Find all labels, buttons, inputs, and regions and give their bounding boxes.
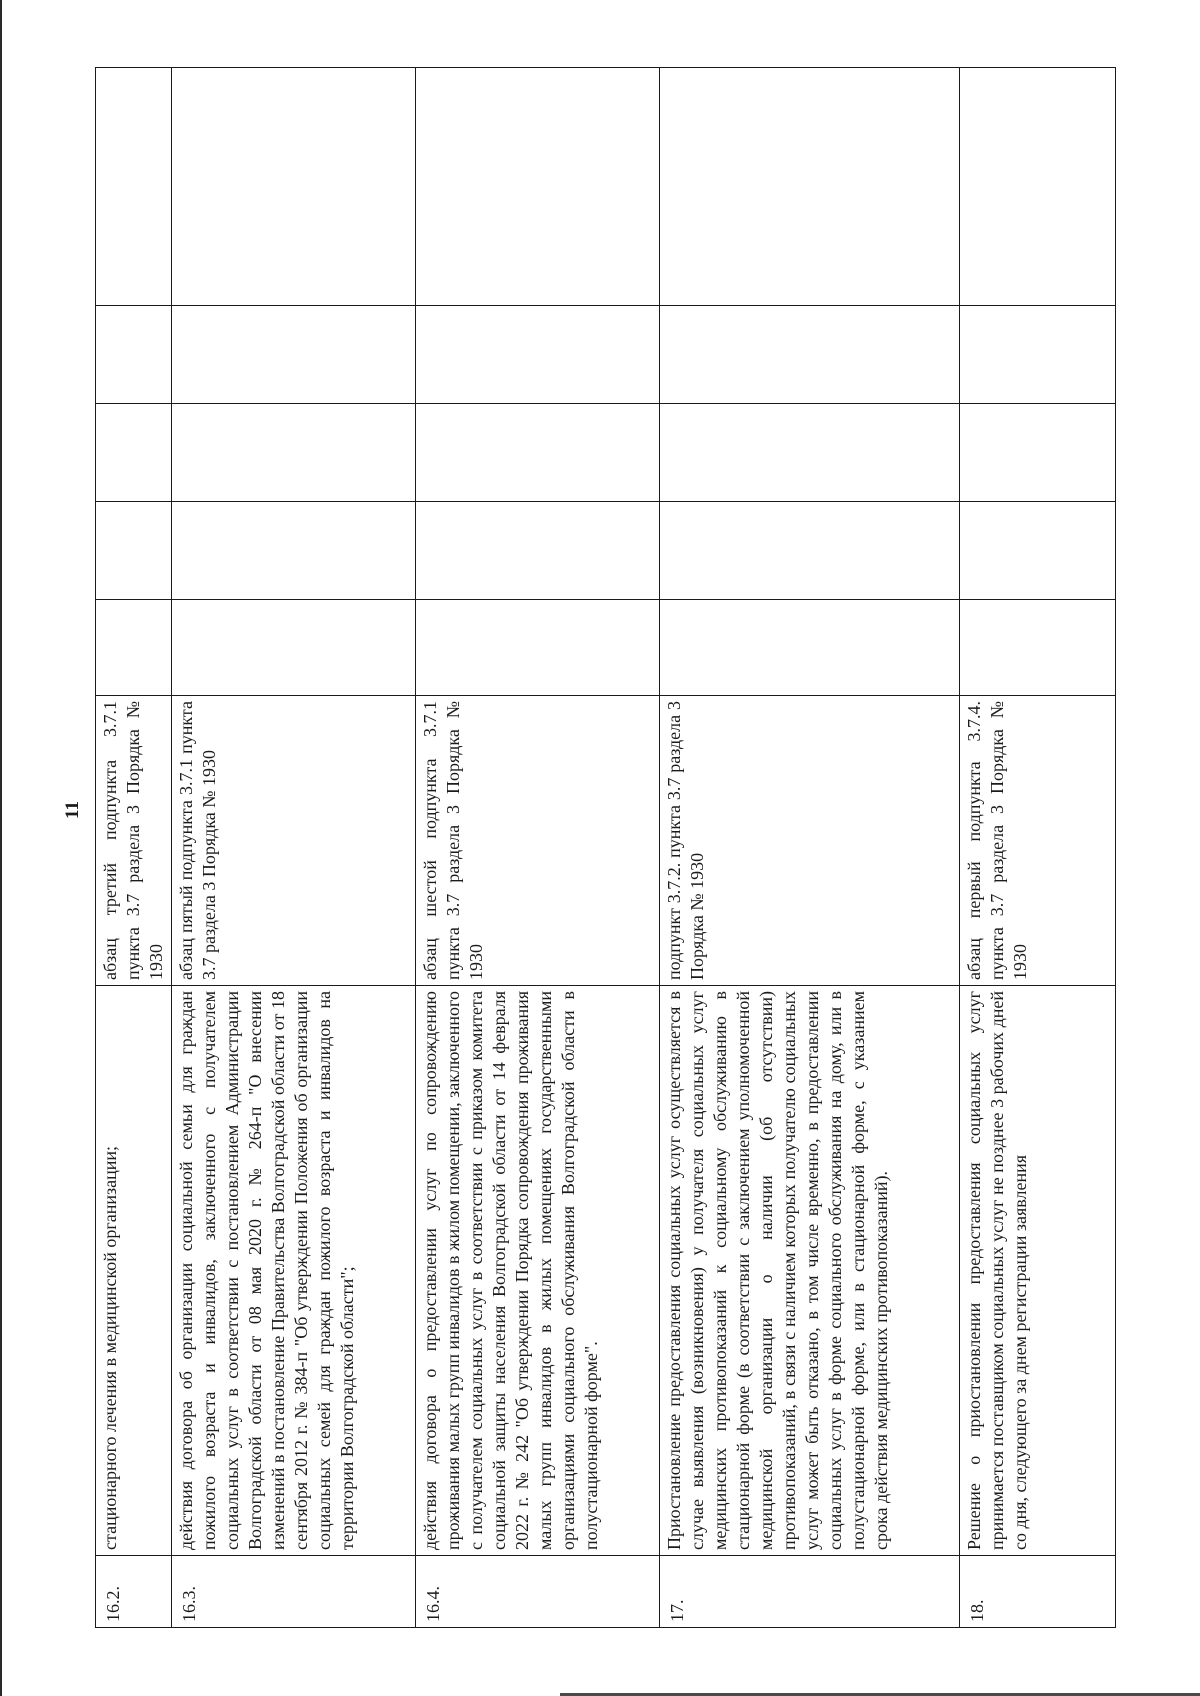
empty-cell <box>416 68 660 306</box>
row-number: 16.3. <box>172 1556 416 1628</box>
row-description: действия договора о предоставлении услуг по сопровождению проживания малых групп инвалидов в жилом помещении, заключенного с получателем социальных услуг в соответствии с приказом комитета социальной защиты населения Волгоградской области от 14 февраля 2022 г. № 242 "Об утверждении Порядка сопровождения проживания малых групп инвалидов в жилых помещениях государственными организациями социального обслуживания Волгоградской области в полустационарной форме". <box>416 986 660 1556</box>
scan-edge-left <box>0 0 2 1696</box>
page-number: 11 <box>62 801 83 819</box>
empty-cell <box>416 404 660 502</box>
empty-cell <box>96 68 172 306</box>
empty-cell <box>960 404 1116 502</box>
empty-cell <box>660 306 960 404</box>
row-number: 16.4. <box>416 1556 660 1628</box>
empty-cell <box>416 306 660 404</box>
table-row <box>96 68 172 1628</box>
row-description: Решение о приостановлении предоставления социальных услуг принимается поставщиком социальных услуг не позднее 3 рабочих дней со дня, следующего за днем регистрации заявления <box>960 986 1116 1556</box>
row-reference: абзац пятый подпункта 3.7.1 пункта 3.7 раздела 3 Порядка № 1930 <box>172 696 416 986</box>
rotated-document-page <box>95 68 1105 1628</box>
row-description: стационарного лечения в медицинской организации; <box>96 986 172 1556</box>
empty-cell <box>172 600 416 696</box>
empty-cell <box>172 306 416 404</box>
empty-cell <box>960 68 1116 306</box>
row-number: 16.2. <box>96 1556 172 1628</box>
row-reference: подпункт 3.7.2. пункта 3.7 раздела 3 Порядка № 1930 <box>660 696 960 986</box>
empty-cell <box>416 502 660 600</box>
table-row <box>960 68 1116 1628</box>
table-row <box>660 68 960 1628</box>
empty-cell <box>660 404 960 502</box>
table-row <box>172 68 416 1628</box>
empty-cell <box>416 600 660 696</box>
empty-cell <box>660 600 960 696</box>
row-reference: абзац шестой подпункта 3.7.1 пункта 3.7 раздела 3 Порядка № 1930 <box>416 696 660 986</box>
empty-cell <box>172 404 416 502</box>
empty-cell <box>960 306 1116 404</box>
empty-cell <box>960 502 1116 600</box>
empty-cell <box>96 600 172 696</box>
row-description: Приостановление предоставления социальных услуг осуществляется в случае выявления (возникновения) у получателя социальных услуг медицинских противопоказаний к социальному обслуживанию в стационарной форме (в соответствии с заключением уполномоченной медицинской организации о наличии (об отсутствии) противопоказаний, в связи с наличием которых получателю социальных услуг может быть отказано, в том числе временно, в предоставлении социальных услуг в форме социального обслуживания на дому, или в полустационарной форме, или в стационарной форме, с указанием срока действия медицинских противопоказаний). <box>660 986 960 1556</box>
row-number: 17. <box>660 1556 960 1628</box>
empty-cell <box>96 306 172 404</box>
row-reference: абзац третий подпункта 3.7.1 пункта 3.7 раздела 3 Порядка № 1930 <box>96 696 172 986</box>
empty-cell <box>172 502 416 600</box>
row-description: действия договора об организации социальной семьи для граждан пожилого возраста и инвалидов, заключенного с получателем социальных услуг в соответствии с постановлением Администрации Волгоградской области от 08 мая 2020 г. № 264-п "О внесении изменений в постановление Правительства Волгоградской области от 18 сентября 2012 г. № 384-п "Об утверждении Положения об организации социальных семей для граждан пожилого возраста и инвалидов на территории Волгоградской области"; <box>172 986 416 1556</box>
regulation-table <box>95 67 1116 1628</box>
empty-cell <box>172 68 416 306</box>
empty-cell <box>660 68 960 306</box>
table-row <box>416 68 660 1628</box>
empty-cell <box>96 404 172 502</box>
empty-cell <box>960 600 1116 696</box>
row-reference: абзац первый подпункта 3.7.4. пункта 3.7 раздела 3 Порядка № 1930 <box>960 696 1116 986</box>
row-number: 18. <box>960 1556 1116 1628</box>
empty-cell <box>96 502 172 600</box>
empty-cell <box>660 502 960 600</box>
